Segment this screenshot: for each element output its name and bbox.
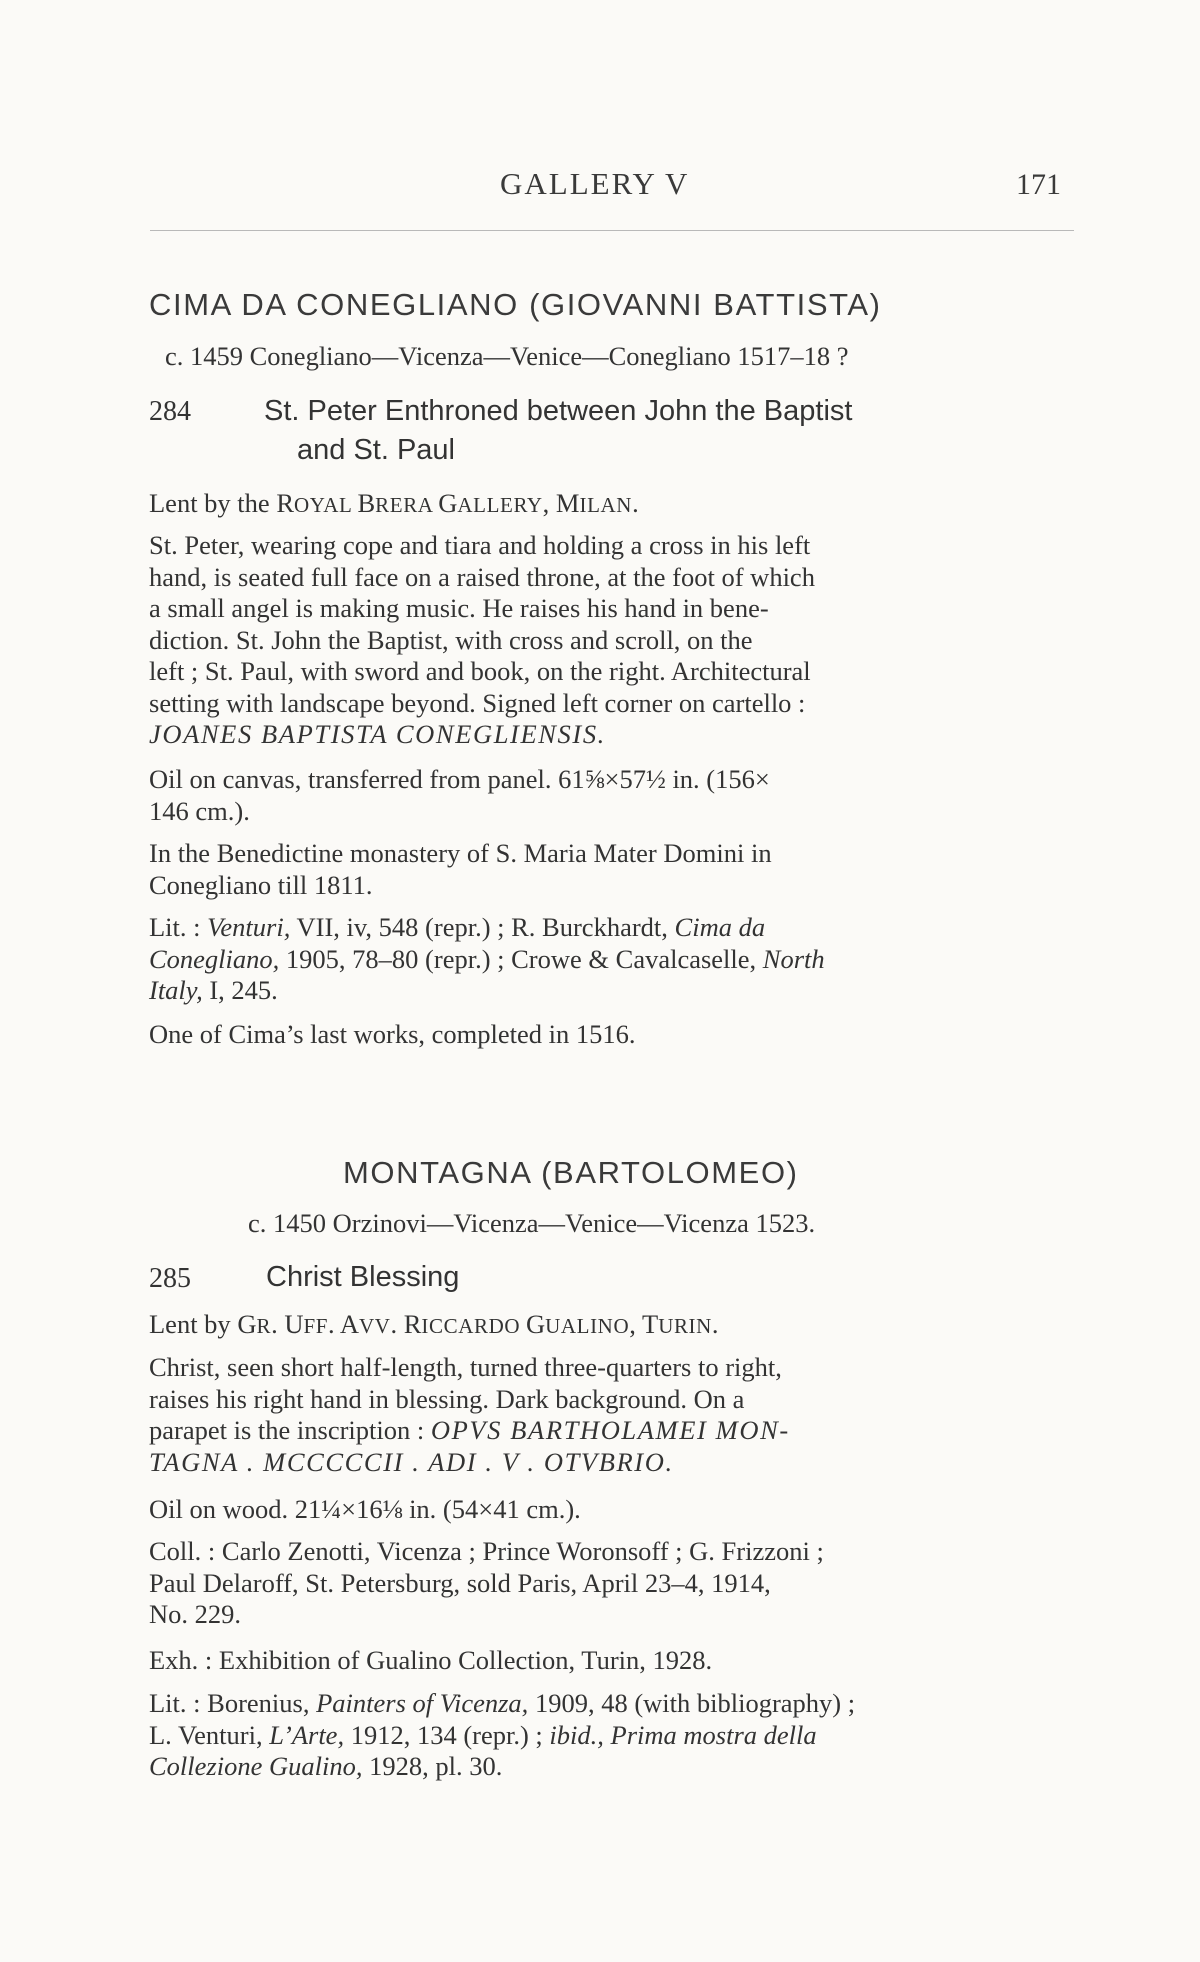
description-paragraph: St. Peter, wearing cope and tiara and holding a cross in his left hand, is seated full face on a raised throne, at the foot of which a small angel is making music. He raises his hand in bene- diction. St. John the Baptist, with cross and scroll, on the left ; St. Paul, with sword and book, on the right. Architectural setting with landscape beyond. Signed left corner on cartello : JOANES BAPTISTA CONEGLIENSIS. [149,530,1074,751]
artist-dates-montagna: c. 1450 Orzinovi—Vicenza—Venice—Vicenza 1523. [248,1208,816,1238]
running-header: GALLERY V [500,166,690,201]
artwork-title-line-1: St. Peter Enthroned between John the Baptist [264,395,853,427]
note-paragraph: One of Cima’s last works, completed in 1516. [149,1019,636,1049]
collection-paragraph: Coll. : Carlo Zenotti, Vicenza ; Prince Woronsoff ; G. Frizzoni ; Paul Delaroff, St. Petersburg, sold Paris, April 23–4, 1914, No. 229. [149,1536,824,1629]
literature-paragraph: Lit. : Borenius, Painters of Vicenza, 1909, 48 (with bibliography) ; L. Venturi, L’Arte, 1912, 134 (repr.) ; ibid., Prima mostra della Collezione Gualino, 1928, pl. 30. [149,1688,856,1781]
lender-line: Lent by GR. UFF. AVV. RICCARDO GUALINO, TURIN. [149,1309,719,1339]
artwork-title: Christ Blessing [266,1261,460,1293]
literature-paragraph: Lit. : Venturi, VII, iv, 548 (repr.) ; R. Burckhardt, Cima da Conegliano, 1905, 78–80 (repr.) ; Crowe & Cavalcaselle, North Italy, I, 245. [149,912,825,1005]
inscription-text-cont: TAGNA . MCCCCCII . ADI . V . OTVBRIO. [149,1446,674,1477]
description-paragraph: Christ, seen short half-length, turned three-quarters to right, raises his right hand in blessing. Dark background. On a parapet is the inscription : OPVS BARTHOLAMEI MON- TAGNA . MCCCCCII . ADI . V . OTVBRIO. [149,1352,1074,1478]
page-number: 171 [1016,168,1061,201]
inscription-text: OPVS BARTHOLAMEI MON- [430,1415,790,1445]
catalogue-number-285: 285 [149,1263,191,1294]
artist-heading-montagna: MONTAGNA (BARTOLOMEO) [343,1155,799,1190]
artist-heading-cima: CIMA DA CONEGLIANO (GIOVANNI BATTISTA) [149,287,882,322]
exhibition-paragraph: Exh. : Exhibition of Gualino Collection, Turin, 1928. [149,1645,713,1675]
medium-paragraph: Oil on wood. 21¼×16⅛ in. (54×41 cm.). [149,1494,581,1524]
header-rule [150,230,1074,231]
medium-paragraph: Oil on canvas, transferred from panel. 61⅝×57½ in. (156× 146 cm.). [149,764,770,826]
signature-inscription: JOANES BAPTISTA CONEGLIENSIS. [149,719,606,749]
artwork-title-line-2: and St. Paul [297,434,455,466]
catalogue-number-284: 284 [149,396,191,427]
artist-dates-cima: c. 1459 Conegliano—Vicenza—Venice—Conegliano 1517–18 ? [165,341,849,371]
provenance-paragraph: In the Benedictine monastery of S. Maria Mater Domini in Conegliano till 1811. [149,838,772,900]
lender-line: Lent by the ROYAL BRERA GALLERY, MILAN. [149,488,639,518]
